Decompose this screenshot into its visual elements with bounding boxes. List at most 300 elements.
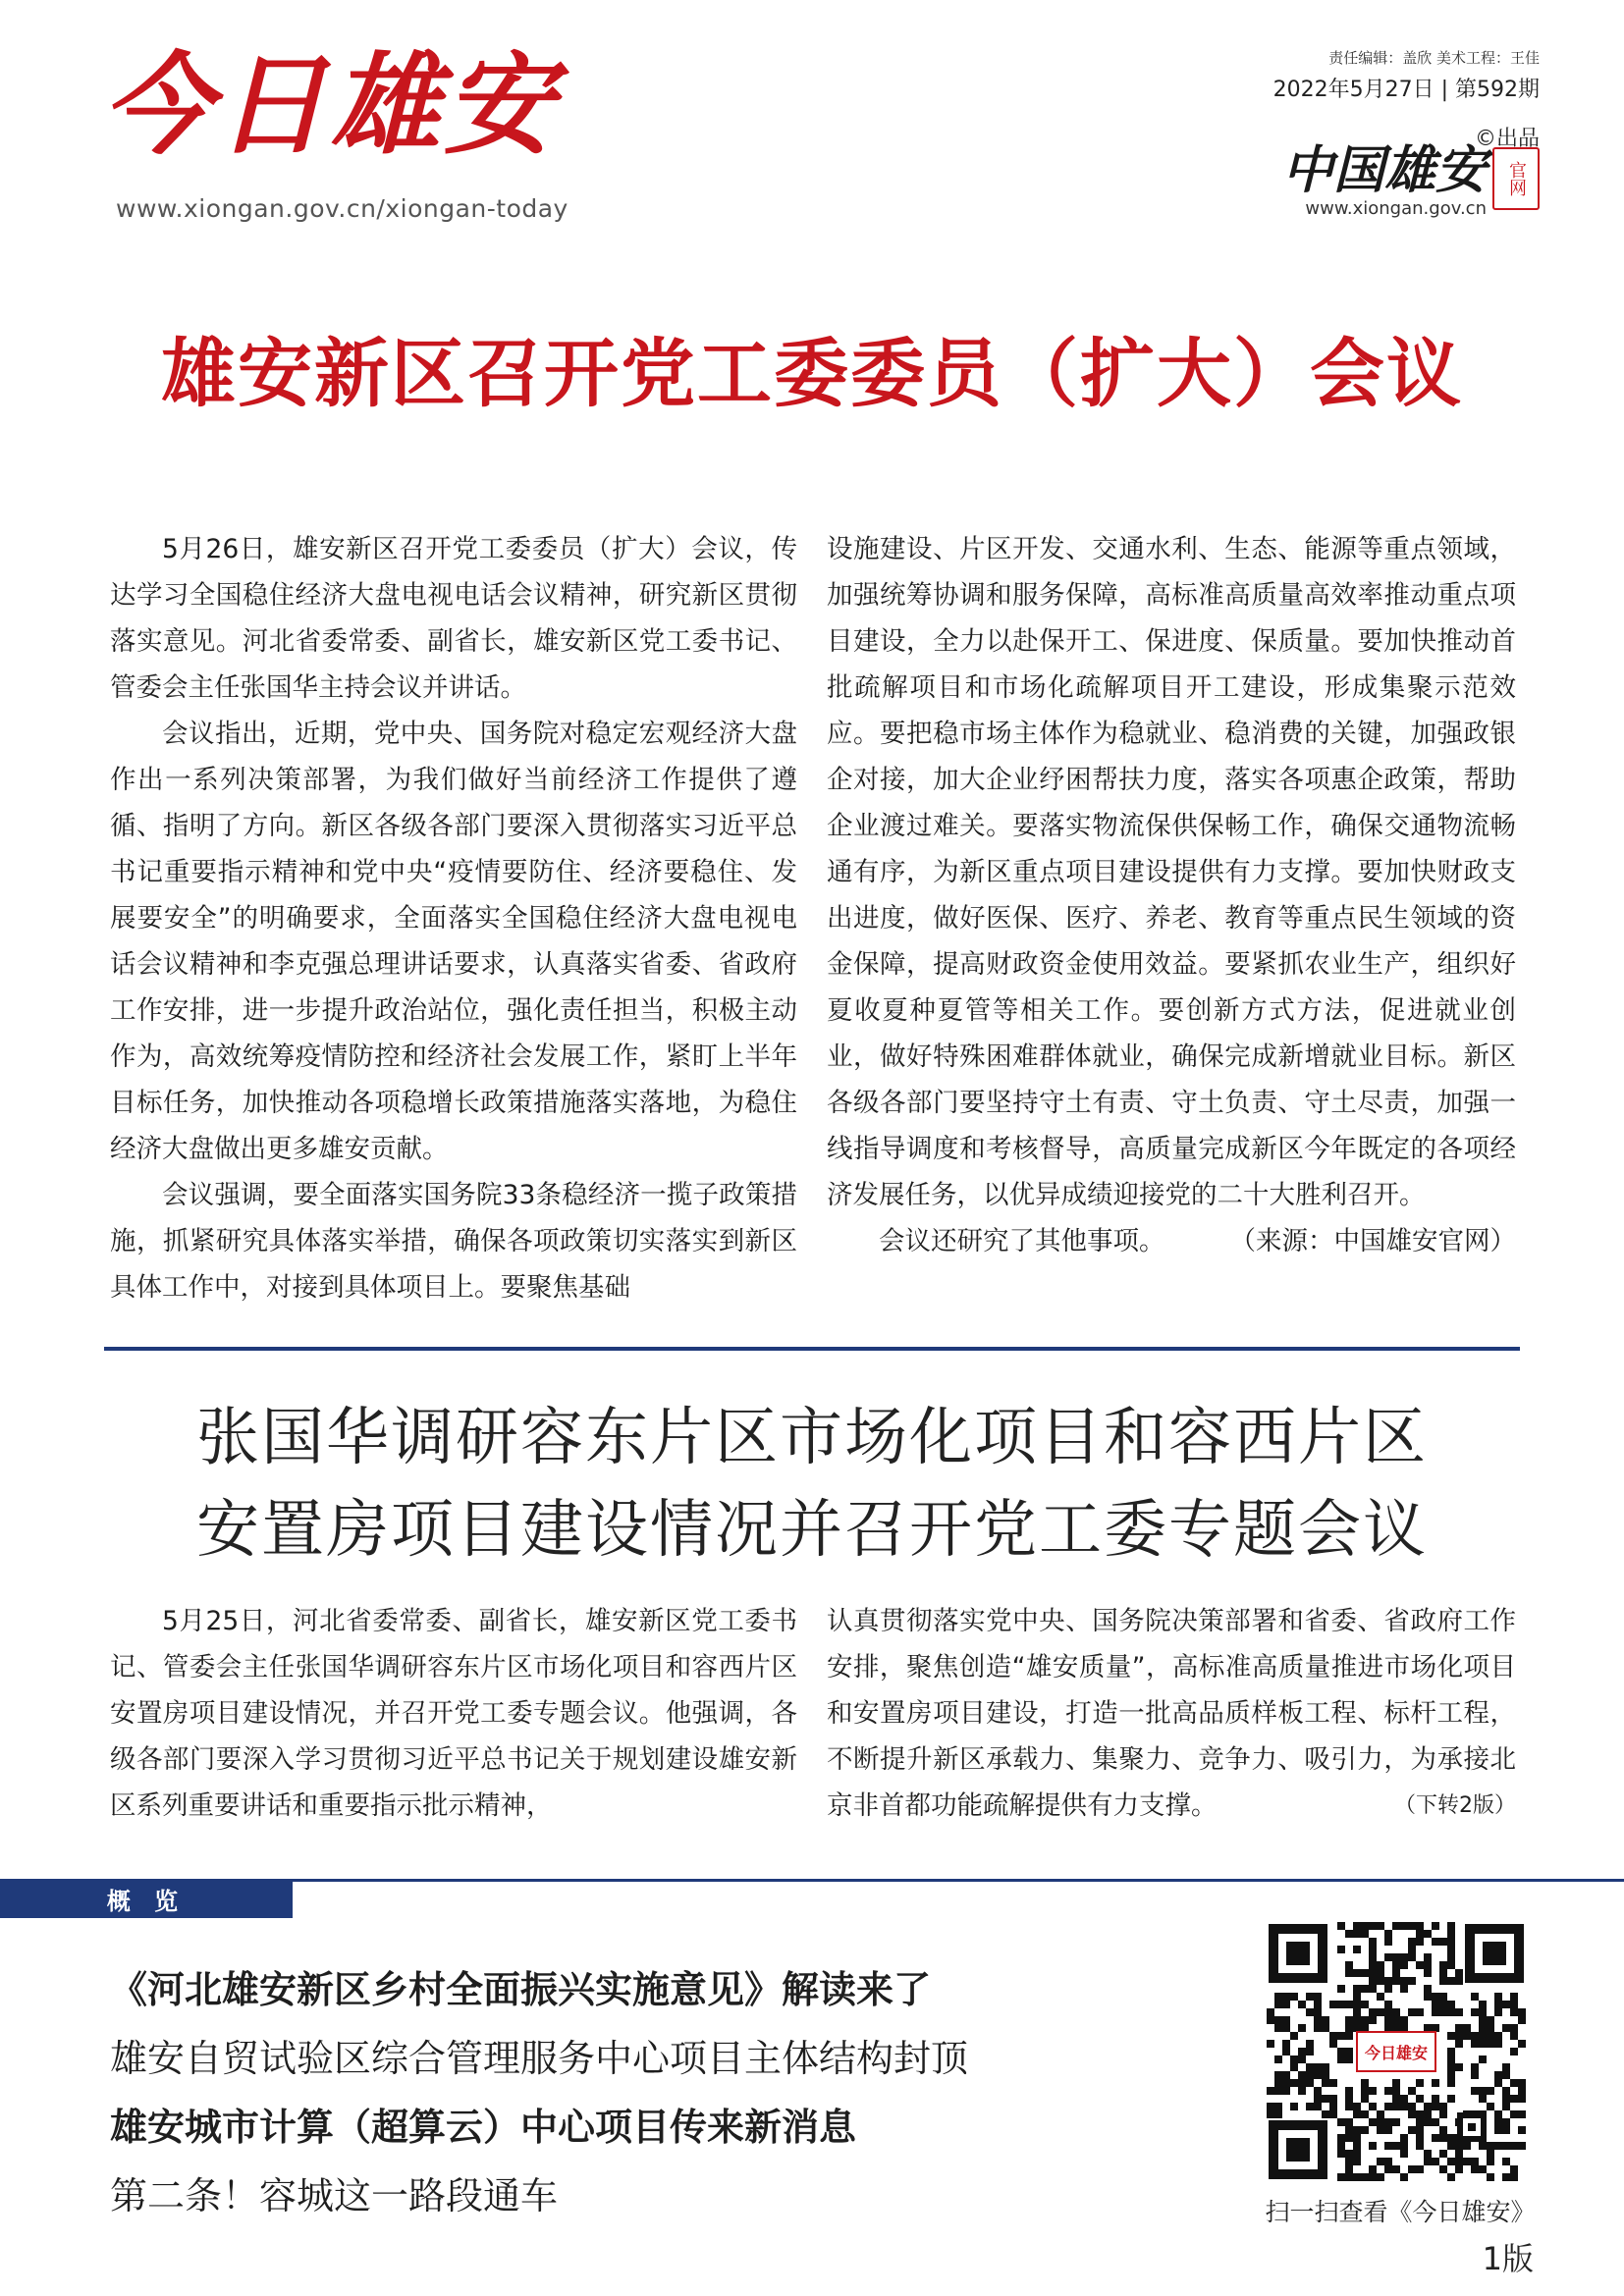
article1-paragraph-continued: 设施建设、片区开发、交通水利、生态、能源等重点领域，加强统筹协调和服务保障，高标准高质量高效率推动重点项目建设，全力以赴保开工、保进度、保质量。要加快推动首批疏解项目和市场化疏解项目开工建设，形成集聚示范效应。要把稳市场主体作为稳就业、稳消费的关键，加强政银企对接，加大企业纾困帮扶力度，落实各项惠企政策，帮助企业渡过难关。要落实物流保供保畅工作，确保交通物流畅通有序，为新区重点项目建设提供有力支撑。要加快财政支出进度，做好医保、医疗、养老、教育等重点民生领域的资金保障，提高财政资金使用效益。要紧抓农业生产，组织好夏收夏种夏管等相关工作。要创新方式方法，促进就业创业，做好特殊困难群体就业，确保完成新增就业目标。新区各级各部门要坚持守土有责、守土负责、守土尽责，加强一线指导调度和考核督导，高质量完成新区今年既定的各项经济发展任务，以优异成绩迎接党的二十大胜利召开。 <box>827 534 1516 1210</box>
qr-module <box>1471 2071 1479 2079</box>
qr-module <box>1447 2032 1455 2040</box>
qr-module <box>1424 1985 1432 1993</box>
qr-module <box>1416 1938 1424 1946</box>
qr-module <box>1392 2118 1400 2126</box>
qr-module <box>1369 2165 1377 2173</box>
qr-module <box>1447 1961 1455 1969</box>
masthead-url[interactable]: www.xiongan.gov.cn/xiongan-today <box>116 194 568 223</box>
qr-module <box>1369 2173 1377 2181</box>
qr-module <box>1487 2142 1494 2150</box>
qr-module <box>1439 1961 1447 1969</box>
qr-module <box>1345 2048 1353 2056</box>
qr-module <box>1424 1953 1432 1961</box>
qr-module <box>1369 1922 1377 1930</box>
qr-module <box>1345 2173 1353 2181</box>
qr-module <box>1353 2173 1361 2181</box>
article2-title-line: 安置房项目建设情况并召开党工委专题会议 <box>196 1494 1428 1567</box>
qr-module <box>1345 2087 1353 2095</box>
qr-module <box>1510 2024 1518 2032</box>
qr-module <box>1502 2001 1510 2008</box>
qr-module <box>1267 2110 1274 2118</box>
qr-module <box>1345 2165 1353 2173</box>
qr-module <box>1439 1969 1447 1977</box>
qr-module <box>1369 2118 1377 2126</box>
qr-module <box>1424 2024 1432 2032</box>
qr-module <box>1487 2173 1494 2181</box>
qr-module <box>1400 1961 1408 1969</box>
section-divider <box>104 1347 1520 1351</box>
qr-module <box>1353 2126 1361 2134</box>
qr-module <box>1384 1953 1392 1961</box>
qr-module <box>1329 2103 1337 2110</box>
qr-module <box>1274 2071 1282 2079</box>
qr-module <box>1337 2150 1345 2158</box>
qr-module <box>1384 1938 1392 1946</box>
qr-module <box>1518 2087 1526 2095</box>
qr-module <box>1322 2071 1329 2079</box>
qr-module <box>1290 2063 1298 2071</box>
qr-module <box>1337 2001 1345 2008</box>
qr-module <box>1384 1930 1392 1938</box>
article1-source: （来源：中国雄安官网） <box>1229 1226 1516 1256</box>
qr-module <box>1494 2008 1502 2016</box>
qr-module <box>1479 2095 1487 2103</box>
qr-module <box>1439 2110 1447 2118</box>
qr-module <box>1439 1977 1447 1985</box>
page-number: 1版 <box>1482 2240 1534 2277</box>
qr-module <box>1455 2008 1463 2016</box>
qr-module <box>1494 2040 1502 2048</box>
qr-module <box>1432 2095 1439 2103</box>
overview-item[interactable]: 雄安城市计算（超算云）中心项目传来新消息 <box>110 2106 857 2149</box>
qr-module <box>1290 1993 1298 2001</box>
qr-module <box>1471 1993 1479 2001</box>
qr-module <box>1510 1993 1518 2001</box>
qr-module <box>1400 1977 1408 1985</box>
qr-module <box>1487 2040 1494 2048</box>
qr-module <box>1510 2095 1518 2103</box>
qr-module <box>1439 1993 1447 2001</box>
qr-module <box>1471 2040 1479 2048</box>
qr-module <box>1439 2150 1447 2158</box>
qr-module <box>1408 2165 1416 2173</box>
qr-module <box>1377 2110 1384 2118</box>
qr-center-logo: 今日雄安 <box>1364 2044 1429 2062</box>
qr-module <box>1377 2173 1384 2181</box>
qr-module <box>1416 2134 1424 2142</box>
qr-module <box>1353 2103 1361 2110</box>
qr-module <box>1345 2103 1353 2110</box>
qr-module <box>1369 2087 1377 2095</box>
qr-module <box>1361 2079 1369 2087</box>
qr-module <box>1416 2008 1424 2016</box>
qr-module <box>1392 1961 1400 1969</box>
qr-module <box>1416 2118 1424 2126</box>
article1-paragraph: 5月26日，雄安新区召开党工委委员（扩大）会议，传达学习全国稳住经济大盘电视电话会议精神，研究新区贯彻落实意见。河北省委常委、副省长，雄安新区党工委书记、管委会主任张国华主持会议并讲话。 <box>110 534 797 703</box>
qr-module <box>1463 2158 1471 2165</box>
qr-module <box>1329 2095 1337 2103</box>
qr-module <box>1518 2142 1526 2150</box>
overview-item[interactable]: 雄安自贸试验区综合管理服务中心项目主体结构封顶 <box>110 2037 969 2080</box>
qr-module <box>1267 2103 1274 2110</box>
qr-module <box>1502 2071 1510 2079</box>
qr-module <box>1353 1930 1361 1938</box>
qr-module <box>1384 2165 1392 2173</box>
qr-module <box>1361 2173 1369 2181</box>
qr-module <box>1439 2165 1447 2173</box>
qr-module <box>1377 1969 1384 1977</box>
qr-module <box>1447 1930 1455 1938</box>
qr-module <box>1377 1961 1384 1969</box>
qr-module <box>1345 1969 1353 1977</box>
qr-module <box>1510 2048 1518 2056</box>
editors-credit: 责任编辑：盖欣 美术工程：王佳 <box>1328 49 1540 67</box>
qr-module <box>1361 1930 1369 1938</box>
qr-module <box>1384 1985 1392 1993</box>
qr-module <box>1353 2016 1361 2024</box>
qr-module <box>1345 2032 1353 2040</box>
qr-module <box>1345 2158 1353 2165</box>
qr-module <box>1494 2071 1502 2079</box>
qr-module <box>1416 2095 1424 2103</box>
qr-module <box>1432 1938 1439 1946</box>
qr-module <box>1400 2095 1408 2103</box>
qr-module <box>1408 1946 1416 1953</box>
qr-module <box>1377 2126 1384 2134</box>
qr-module <box>1455 2024 1463 2032</box>
qr-module <box>1369 1953 1377 1961</box>
qr-module <box>1353 2001 1361 2008</box>
qr-module <box>1353 1993 1361 2001</box>
qr-module <box>1384 2142 1392 2150</box>
qr-module <box>1369 1946 1377 1953</box>
qr-module <box>1439 1938 1447 1946</box>
qr-module <box>1400 2103 1408 2110</box>
qr-module <box>1471 2032 1479 2040</box>
qr-module <box>1471 2158 1479 2165</box>
qr-module <box>1353 2142 1361 2150</box>
qr-module <box>1329 2001 1337 2008</box>
qr-module <box>1306 2071 1314 2079</box>
qr-module <box>1447 1977 1455 1985</box>
qr-module <box>1353 2158 1361 2165</box>
qr-module <box>1447 2142 1455 2150</box>
qr-module <box>1471 2008 1479 2016</box>
qr-module <box>1479 2165 1487 2173</box>
article2-paragraph-continued <box>827 1598 1516 1829</box>
qr-module <box>1361 1985 1369 1993</box>
qr-module <box>1479 2040 1487 2048</box>
qr-code-icon[interactable] <box>1263 1918 1530 2185</box>
qr-module <box>1518 2008 1526 2016</box>
qr-module <box>1392 1977 1400 1985</box>
qr-module <box>1455 1977 1463 1985</box>
article2-paragraph: 5月25日，河北省委常委、副省长，雄安新区党工委书记、管委会主任张国华调研容东片区市场化项目和容西片区安置房项目建设情况，并召开党工委专题会议。他强调，各级各部门要深入学习贯彻习近平总书记关于规划建设雄安新区系列重要讲话和重要指示批示精神， <box>110 1606 797 1821</box>
qr-module <box>1502 2103 1510 2110</box>
qr-module <box>1400 2134 1408 2142</box>
qr-module <box>1392 2142 1400 2150</box>
qr-module <box>1282 1993 1290 2001</box>
qr-module <box>1479 2001 1487 2008</box>
qr-module <box>1424 2158 1432 2165</box>
qr-module <box>1416 1961 1424 1969</box>
qr-module <box>1353 1969 1361 1977</box>
qr-module <box>1408 1953 1416 1961</box>
qr-module <box>1329 2032 1337 2040</box>
qr-module <box>1353 1985 1361 1993</box>
qr-module <box>1322 2095 1329 2103</box>
qr-module <box>1267 2040 1274 2048</box>
qr-module <box>1471 2087 1479 2095</box>
qr-module <box>1322 2063 1329 2071</box>
qr-module <box>1306 2103 1314 2110</box>
qr-module <box>1274 2056 1282 2063</box>
qr-module <box>1439 2103 1447 2110</box>
qr-module <box>1518 2016 1526 2024</box>
overview-item[interactable]: 《河北雄安新区乡村全面振兴实施意见》解读来了 <box>110 1968 932 2011</box>
qr-module <box>1502 2087 1510 2095</box>
qr-module <box>1298 2079 1306 2087</box>
qr-module <box>1494 2110 1502 2118</box>
qr-module <box>1455 2040 1463 2048</box>
article2-continuation: 认真贯彻落实党中央、国务院决策部署和省委、省政府工作安排，聚焦创造“雄安质量”，高标准高质量推进市场化项目和安置房项目建设，打造一批高品质样板工程、标杆工程，不断提升新区承载力、集聚力、竞争力、吸引力，为承接北京非首都功能疏解提供有力支撑。 <box>827 1606 1516 1821</box>
qr-module <box>1274 2016 1282 2024</box>
qr-module <box>1361 2024 1369 2032</box>
qr-module <box>1384 2158 1392 2165</box>
qr-module <box>1369 2008 1377 2016</box>
qr-module <box>1494 2079 1502 2087</box>
qr-module <box>1479 2056 1487 2063</box>
qr-module <box>1494 2118 1502 2126</box>
qr-module <box>1361 1969 1369 1977</box>
qr-module <box>1510 2173 1518 2181</box>
qr-module <box>1471 2063 1479 2071</box>
qr-module <box>1345 2095 1353 2103</box>
qr-module <box>1487 2103 1494 2110</box>
qr-module <box>1314 2008 1322 2016</box>
qr-module <box>1369 1969 1377 1977</box>
qr-module <box>1384 2103 1392 2110</box>
qr-module <box>1400 2150 1408 2158</box>
qr-module <box>1408 1922 1416 1930</box>
qr-module <box>1510 2079 1518 2087</box>
qr-module <box>1447 2095 1455 2103</box>
article2-title-line: 张国华调研容东片区市场化项目和容西片区 <box>196 1402 1428 1474</box>
article1-left-column <box>110 526 797 1310</box>
qr-module <box>1447 2056 1455 2063</box>
qr-module <box>1314 2087 1322 2095</box>
qr-module <box>1345 2118 1353 2126</box>
qr-module <box>1392 2024 1400 2032</box>
qr-module <box>1424 1961 1432 1969</box>
qr-module <box>1306 2008 1314 2016</box>
qr-module <box>1392 2087 1400 2095</box>
qr-module <box>1345 1930 1353 1938</box>
qr-module <box>1432 2079 1439 2087</box>
qr-module <box>1353 1922 1361 1930</box>
qr-module <box>1377 2008 1384 2016</box>
qr-module <box>1487 2016 1494 2024</box>
qr-module <box>1455 2032 1463 2040</box>
qr-module <box>1384 1977 1392 1985</box>
article2-turn-page[interactable]: （下转2版） <box>1394 1793 1516 1818</box>
overview-item[interactable]: 第二条！容城这一路段通车 <box>110 2174 559 2217</box>
qr-module <box>1494 2142 1502 2150</box>
qr-module <box>1494 2126 1502 2134</box>
qr-caption: 扫一扫查看《今日雄安》 <box>1265 2198 1536 2226</box>
qr-module <box>1314 2016 1322 2024</box>
qr-module <box>1502 2024 1510 2032</box>
qr-module <box>1447 2001 1455 2008</box>
qr-module <box>1447 2173 1455 2181</box>
qr-module <box>1392 2103 1400 2110</box>
qr-module <box>1400 2142 1408 2150</box>
qr-module <box>1432 2118 1439 2126</box>
qr-module <box>1384 2118 1392 2126</box>
qr-module <box>1377 1977 1384 1985</box>
qr-module <box>1377 2158 1384 2165</box>
qr-module <box>1322 2110 1329 2118</box>
qr-module <box>1494 2001 1502 2008</box>
qr-module <box>1369 1961 1377 1969</box>
qr-module <box>1282 2071 1290 2079</box>
qr-module <box>1432 1922 1439 1930</box>
qr-module <box>1518 2110 1526 2118</box>
qr-module <box>1432 2001 1439 2008</box>
qr-module <box>1518 2079 1526 2087</box>
qr-module <box>1337 2173 1345 2181</box>
brand-url[interactable]: www.xiongan.gov.cn <box>1305 198 1487 219</box>
qr-module <box>1314 1993 1322 2001</box>
qr-module <box>1282 2016 1290 2024</box>
qr-module <box>1447 2008 1455 2016</box>
qr-module <box>1337 2118 1345 2126</box>
qr-module <box>1518 2126 1526 2134</box>
qr-module <box>1424 2118 1432 2126</box>
qr-module <box>1479 2008 1487 2016</box>
qr-module <box>1439 2134 1447 2142</box>
qr-module <box>1502 2095 1510 2103</box>
qr-module <box>1306 2063 1314 2071</box>
qr-module <box>1424 2150 1432 2158</box>
qr-module <box>1267 2008 1274 2016</box>
qr-module <box>1494 1993 1502 2001</box>
qr-module <box>1408 2110 1416 2118</box>
qr-module <box>1361 2110 1369 2118</box>
qr-module <box>1416 1930 1424 1938</box>
qr-module <box>1392 2008 1400 2016</box>
qr-module <box>1345 2016 1353 2024</box>
qr-module <box>1369 2142 1377 2150</box>
article1-title: 雄安新区召开党工委委员（扩大）会议 <box>161 330 1463 417</box>
qr-module <box>1502 2118 1510 2126</box>
qr-module <box>1274 2103 1282 2110</box>
qr-module <box>1322 2024 1329 2032</box>
qr-module <box>1384 2016 1392 2024</box>
qr-module <box>1432 2103 1439 2110</box>
qr-module <box>1337 1922 1345 1930</box>
qr-module <box>1400 1985 1408 1993</box>
qr-module <box>1306 1993 1314 2001</box>
qr-module <box>1322 2016 1329 2024</box>
qr-module <box>1455 2158 1463 2165</box>
qr-module <box>1290 2056 1298 2063</box>
article2-title <box>0 1392 1624 1576</box>
qr-module <box>1337 2142 1345 2150</box>
qr-module <box>1361 1922 1369 1930</box>
qr-module <box>1408 2103 1416 2110</box>
qr-module <box>1353 2110 1361 2118</box>
qr-module <box>1455 1969 1463 1977</box>
qr-module <box>1400 2173 1408 2181</box>
qr-module <box>1322 2079 1329 2087</box>
qr-module <box>1290 2103 1298 2110</box>
qr-module <box>1337 2032 1345 2040</box>
qr-module <box>1392 1969 1400 1977</box>
qr-module <box>1432 2158 1439 2165</box>
qr-module <box>1345 2134 1353 2142</box>
qr-module <box>1502 2142 1510 2150</box>
qr-module <box>1447 2048 1455 2056</box>
qr-module <box>1298 2087 1306 2095</box>
produced-by: ©出品 <box>1474 127 1540 151</box>
qr-module <box>1432 2134 1439 2142</box>
qr-module <box>1487 2032 1494 2040</box>
qr-module <box>1392 2095 1400 2103</box>
qr-module <box>1345 2126 1353 2134</box>
qr-module <box>1416 2165 1424 2173</box>
qr-module <box>1282 2087 1290 2095</box>
qr-module <box>1424 1993 1432 2001</box>
qr-module <box>1345 2056 1353 2063</box>
qr-module <box>1408 2126 1416 2134</box>
qr-module <box>1345 1961 1353 1969</box>
qr-module <box>1432 2024 1439 2032</box>
qr-module <box>1400 2024 1408 2032</box>
qr-module <box>1447 1938 1455 1946</box>
qr-module <box>1494 2032 1502 2040</box>
qr-module <box>1408 1977 1416 1985</box>
qr-module <box>1314 2103 1322 2110</box>
qr-module <box>1424 2110 1432 2118</box>
qr-module <box>1337 1946 1345 1953</box>
qr-module <box>1369 1977 1377 1985</box>
qr-module <box>1447 2134 1455 2142</box>
qr-module <box>1361 2087 1369 2095</box>
article1-last-line <box>827 1218 1516 1264</box>
qr-module <box>1432 1993 1439 2001</box>
qr-module <box>1447 1946 1455 1953</box>
qr-module <box>1479 2087 1487 2095</box>
qr-module <box>1439 2008 1447 2016</box>
qr-module <box>1416 2142 1424 2150</box>
qr-module <box>1518 2040 1526 2048</box>
qr-module <box>1274 2024 1282 2032</box>
qr-module <box>1345 2001 1353 2008</box>
qr-module <box>1377 2118 1384 2126</box>
qr-module <box>1361 2126 1369 2134</box>
qr-module <box>1447 1922 1455 1930</box>
qr-module <box>1274 2087 1282 2095</box>
qr-module <box>1353 2150 1361 2158</box>
qr-module <box>1392 2165 1400 2173</box>
masthead-logo: 今日雄安 <box>102 41 558 170</box>
qr-module <box>1502 2173 1510 2181</box>
qr-module <box>1502 2158 1510 2165</box>
qr-module <box>1384 2087 1392 2095</box>
qr-module <box>1479 2024 1487 2032</box>
qr-module <box>1447 2071 1455 2079</box>
